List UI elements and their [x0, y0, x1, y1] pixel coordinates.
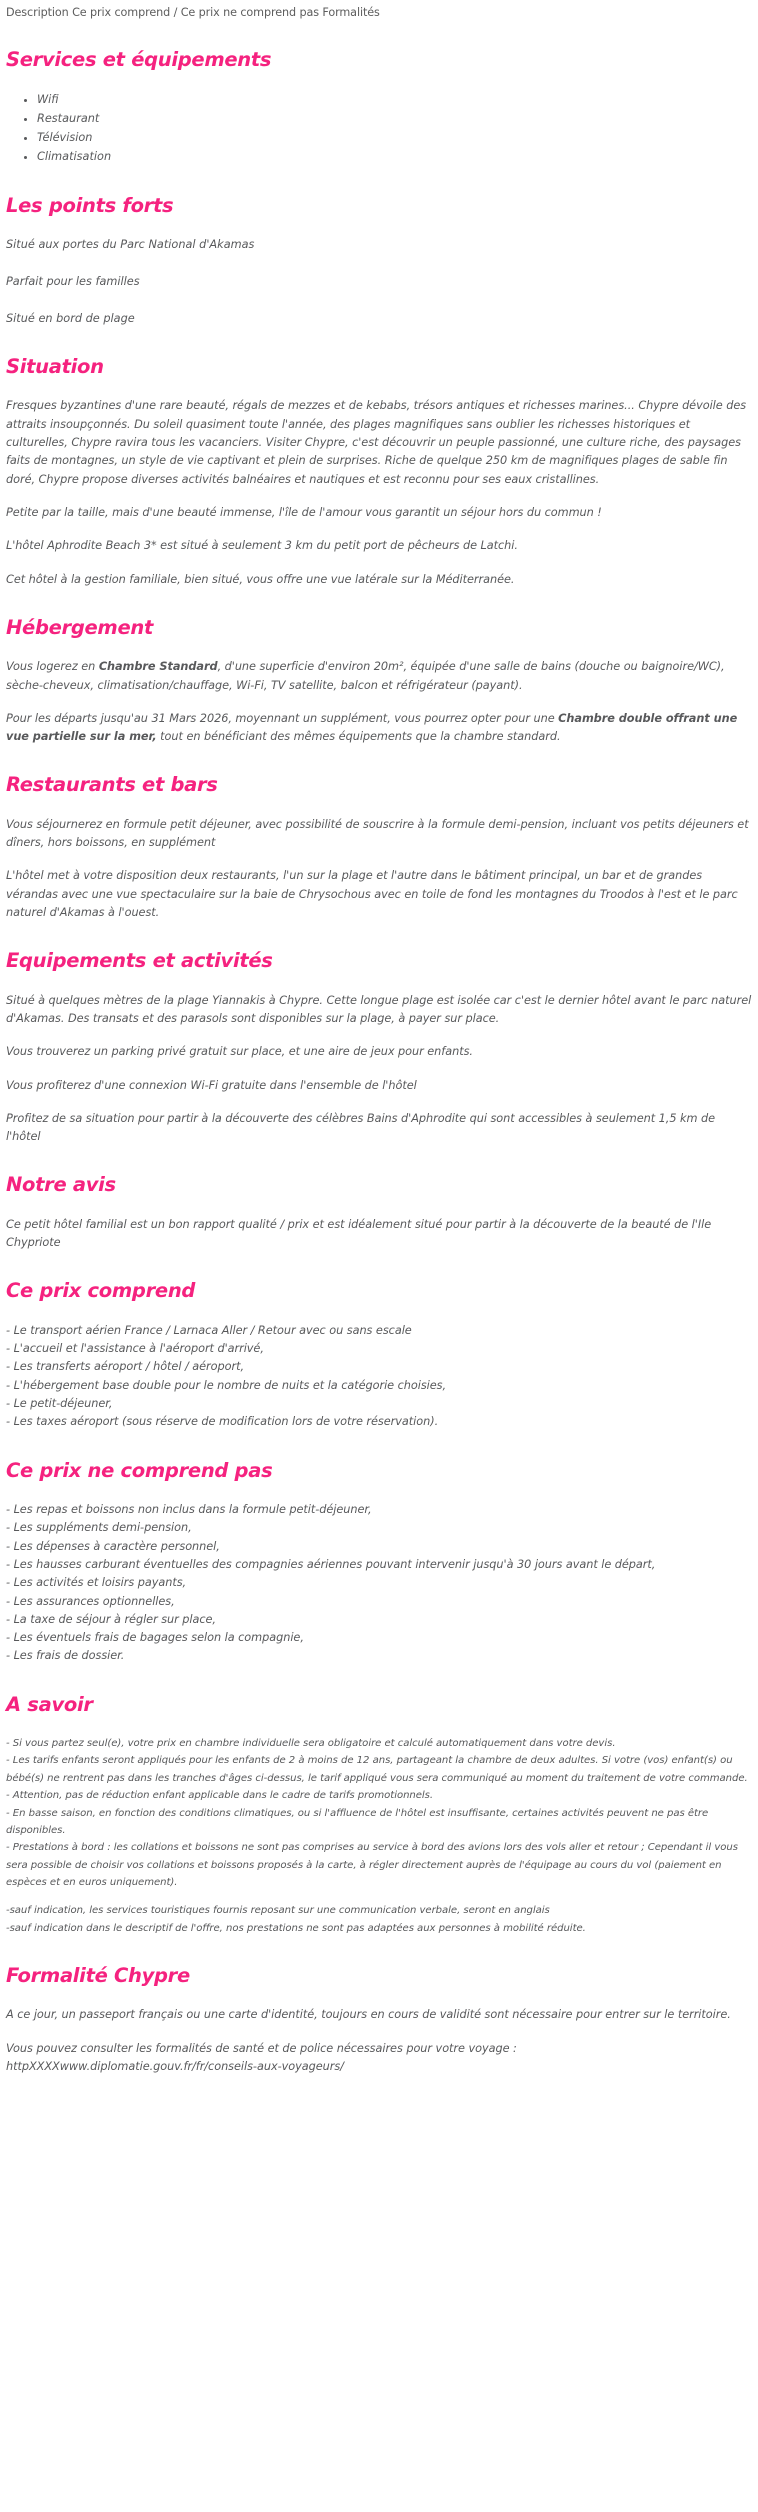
- list-item: - Attention, pas de réduction enfant applicable dans le cadre de tarifs promotionnels.: [6, 1790, 434, 1802]
- list-item: - Les tarifs enfants seront appliqués pour les enfants de 2 à moins de 12 ans, partageant la chambre de deux adultes. Si votre (vos) enfant(s) ou bébé(s) ne rentrent pas dans les tranches d'âges ci-dessus, le tarif appliqué vous sera communiqué au moment du traitement de votre commande.: [6, 1755, 748, 1784]
- section-title-prix-comprend: Ce prix comprend: [6, 1279, 196, 1303]
- a-savoir-list: [6, 1735, 752, 1937]
- text-after-bold: , d'une superficie d'environ 20m², équipée d'une salle de bains (douche ou baignoire/WC), sèche-cheveux, climatisation/chauffage, Wi-Fi, TV satellite, balcon et réfrigérateur (payant).: [6, 660, 725, 692]
- formalite-paragraph: A ce jour, un passeport français ou une carte d'identité, toujours en cours de validité sont nécessaire pour entrer sur le territoire.: [6, 2008, 731, 2022]
- list-item: - Les frais de dossier.: [6, 1649, 125, 1663]
- section-title-restaurants: Restaurants et bars: [6, 773, 218, 797]
- formalite-url[interactable]: httpXXXXwww.diplomatie.gouv.fr/fr/conseils-aux-voyageurs/: [6, 2060, 344, 2074]
- situation-paragraph: Petite par la taille, mais d'une beauté immense, l'île de l'amour vous garantit un séjour hors du commun !: [6, 505, 602, 519]
- situation-paragraph: Fresques byzantines d'une rare beauté, régals de mezzes et de kebabs, trésors antiques et richesses marines... Chypre dévoile des attraits insoupçonnés. Du soleil quasiment toute l'année, des plages magnifiques sans oublier les richesses historiques et culturelles, Chypre ravira tous les vacanciers. Visiter Chypre, c'est découvrir un peuple passionné, une culture riche, des paysages faits de montagnes, un style de vie captivant et plein de surprises. Riche de quelque 250 km de magnifiques plages de sable fin doré, Chypre propose diverses activités balnéaires et nautiques et est reconnu pour ses eaux cristallines.: [6, 399, 747, 486]
- section-title-services: Services et équipements: [6, 48, 272, 72]
- list-item: - Les taxes aéroport (sous réserve de modification lors de votre réservation).: [6, 1415, 439, 1429]
- breadcrumb: Description Ce prix comprend / Ce prix ne comprend pas Formalités: [6, 6, 380, 19]
- list-item: - Les suppléments demi-pension,: [6, 1521, 192, 1535]
- list-item: - Les activités et loisirs payants,: [6, 1576, 187, 1590]
- restaurants-paragraph: Vous séjournerez en formule petit déjeuner, avec possibilité de souscrire à la formule demi-pension, incluant vos petits déjeuners et dîners, hors boissons, en supplément: [6, 817, 749, 850]
- formalite-intro-text: Vous pouvez consulter les formalités de santé et de police nécessaires pour votre voyage :: [6, 2041, 517, 2055]
- list-item: - L'hébergement base double pour le nombre de nuits et la catégorie choisies,: [6, 1378, 447, 1392]
- situation-paragraph: L'hôtel Aphrodite Beach 3* est situé à seulement 3 km du petit port de pêcheurs de Latchi.: [6, 539, 518, 553]
- prix-ne-comprend-pas-list: [6, 1501, 752, 1666]
- list-item: - L'accueil et l'assistance à l'aéroport d'arrivé,: [6, 1342, 264, 1356]
- room-upgrade-bold: Chambre double offrant une vue partielle sur la mer,: [6, 711, 738, 744]
- list-item: - Si vous partez seul(e), votre prix en chambre individuelle sera obligatoire et calculé automatiquement dans votre devis.: [6, 1738, 616, 1750]
- points-forts-item: Situé en bord de plage: [6, 312, 135, 326]
- services-list: [6, 91, 752, 167]
- list-item: • Wifi: [37, 91, 752, 110]
- section-title-hebergement: Hébergement: [6, 615, 153, 639]
- notre-avis-paragraph: Ce petit hôtel familial est un bon rapport qualité / prix et est idéalement situé pour partir à la découverte de la beauté de l'Ile Chypriote: [6, 1217, 712, 1250]
- section-title-situation: Situation: [6, 355, 104, 379]
- section-title-points-forts: Les points forts: [6, 193, 174, 217]
- list-item: • Télévision: [37, 129, 752, 148]
- list-item: • Restaurant: [37, 110, 752, 129]
- equipements-paragraph: Profitez de sa situation pour partir à la découverte des célèbres Bains d'Aphrodite qui sont accessibles à seulement 1,5 km de l'hôtel: [6, 1111, 716, 1144]
- section-title-prix-ne-comprend-pas: Ce prix ne comprend pas: [6, 1458, 273, 1482]
- list-item: - Les repas et boissons non inclus dans la formule petit-déjeuner,: [6, 1503, 372, 1517]
- equipements-paragraph: Vous profiterez d'une connexion Wi-Fi gratuite dans l'ensemble de l'hôtel: [6, 1078, 417, 1092]
- list-item: - La taxe de séjour à régler sur place,: [6, 1612, 216, 1626]
- prix-comprend-list: [6, 1322, 752, 1432]
- footnote-item: -sauf indication dans le descriptif de l'offre, nos prestations ne sont pas adaptées aux personnes à mobilité réduite.: [6, 1922, 586, 1934]
- section-title-formalite: Formalité Chypre: [6, 1964, 190, 1988]
- text-before-bold: Pour les départs jusqu'au 31 Mars 2026, moyennant un supplément, vous pourrez opter pour une: [6, 711, 559, 725]
- situation-paragraph: Cet hôtel à la gestion familiale, bien situé, vous offre une vue latérale sur la Méditerranée.: [6, 572, 515, 586]
- restaurants-paragraph: L'hôtel met à votre disposition deux restaurants, l'un sur la plage et l'autre dans le bâtiment principal, un bar et de grandes vérandas avec une vue spectaculaire sur la baie de Chrysochous avec en toile de fond les montagnes du Troodos à l'est et le parc naturel d'Akamas à l'ouest.: [6, 869, 738, 919]
- points-forts-item: Parfait pour les familles: [6, 274, 140, 288]
- hebergement-paragraph-2: [6, 710, 752, 747]
- text-before-bold: Vous logerez en: [6, 660, 99, 674]
- section-title-a-savoir: A savoir: [6, 1692, 93, 1716]
- list-item: - En basse saison, en fonction des conditions climatiques, ou si l'affluence de l'hôtel est insuffisante, certaines activités peuvent ne pas être disponibles.: [6, 1807, 709, 1836]
- list-item: - Le transport aérien France / Larnaca Aller / Retour avec ou sans escale: [6, 1323, 412, 1337]
- room-type-bold: Chambre Standard: [98, 660, 218, 674]
- list-item: - Les éventuels frais de bagages selon la compagnie,: [6, 1631, 304, 1645]
- list-item: • Climatisation: [37, 148, 752, 167]
- section-title-equipements: Equipements et activités: [6, 949, 273, 973]
- list-item: - Les hausses carburant éventuelles des compagnies aériennes pouvant intervenir jusqu'à 30 jours avant le départ,: [6, 1557, 656, 1571]
- list-item: - Les dépenses à caractère personnel,: [6, 1539, 220, 1553]
- formalite-paragraph: [6, 2040, 752, 2077]
- equipements-paragraph: Vous trouverez un parking privé gratuit sur place, et une aire de jeux pour enfants.: [6, 1045, 473, 1059]
- points-forts-item: Situé aux portes du Parc National d'Akamas: [6, 237, 255, 251]
- hebergement-paragraph-1: [6, 658, 752, 695]
- equipements-paragraph: Situé à quelques mètres de la plage Yiannakis à Chypre. Cette longue plage est isolée car c'est le dernier hôtel avant le parc naturel d'Akamas. Des transats et des parasols sont disponibles sur la plage, à payer sur place.: [6, 993, 752, 1025]
- section-title-notre-avis: Notre avis: [6, 1173, 116, 1197]
- list-item: - Le petit-déjeuner,: [6, 1397, 113, 1411]
- list-item: - Les assurances optionnelles,: [6, 1594, 175, 1608]
- text-after-bold: tout en bénéficiant des mêmes équipements que la chambre standard.: [156, 730, 561, 744]
- footnote-item: -sauf indication, les services touristiques fournis reposant sur une communication verbale, seront en anglais: [6, 1905, 550, 1917]
- list-item: - Prestations à bord : les collations et boissons ne sont pas comprises au service à bord des avions lors des vols aller et retour ; Cependant il vous sera possible de choisir vos collations et boissons proposés à la carte, à régler directement auprès de l'équipage au cours du vol (paiement en espèces et en euros uniquement).: [6, 1842, 738, 1888]
- list-item: - Les transferts aéroport / hôtel / aéroport,: [6, 1360, 244, 1374]
